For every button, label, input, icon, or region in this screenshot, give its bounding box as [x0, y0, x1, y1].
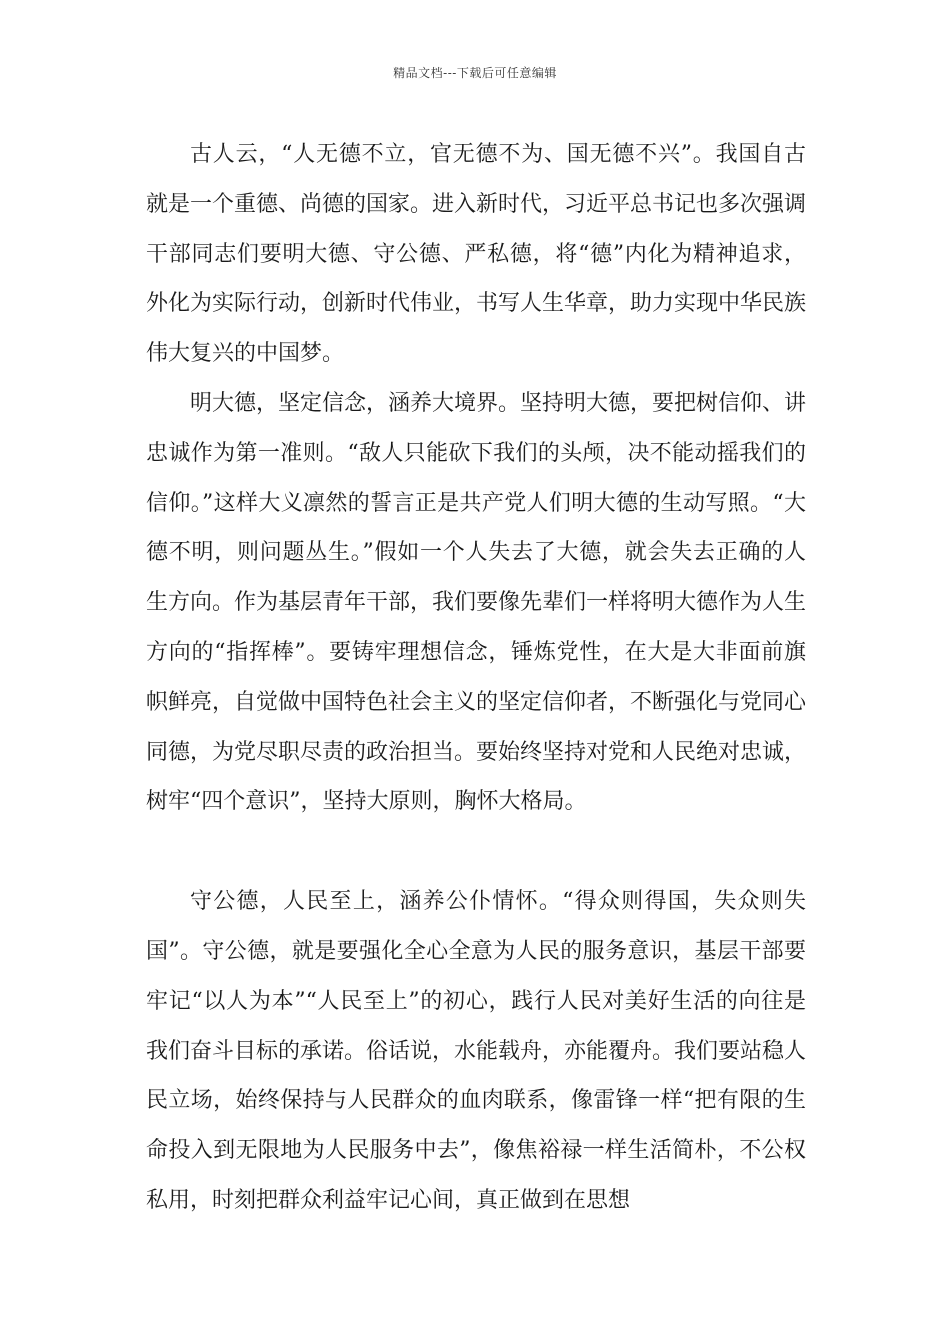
- document-body: [146, 130, 806, 1226]
- page-header: 精品文档---下载后可任意编辑: [393, 66, 557, 80]
- paragraph-intro: 古人云，“人无德不立，官无德不为、国无德不兴”。我国自古就是一个重德、尚德的国家。进入新时代，习近平总书记也多次强调干部同志们要明大德、守公德、严私德，将“德”内化为精神追求，外化为实际行动，创新时代伟业，书写人生华章，助力实现中华民族伟大复兴的中国梦。: [146, 142, 807, 367]
- paragraph-spacer: [146, 827, 806, 877]
- paragraph-ming-dade: 明大德，坚定信念，涵养大境界。坚持明大德，要把树信仰、讲忠诚作为第一准则。“敌人只能砍下我们的头颅，决不能动摇我们的信仰。”这样大义凛然的誓言正是共产党人们明大德的生动写照。“大德不明，则问题丛生。”假如一个人失去了大德，就会失去正确的人生方向。作为基层青年干部，我们要像先辈们一样将明大德作为人生方向的“指挥棒”。要铸牢理想信念，锤炼党性，在大是大非面前旗帜鲜亮，自觉做中国特色社会主义的坚定信仰者，不断强化与党同心同德，为党尽职尽责的政治担当。要始终坚持对党和人民绝对忠诚，树牢“四个意识”，坚持大原则，胸怀大格局。: [146, 390, 807, 815]
- paragraph-shou-gongde: 守公德，人民至上，涵养公仆情怀。“得众则得国，失众则失国”。守公德，就是要强化全心全意为人民的服务意识，基层干部要牢记“以人为本”“人民至上”的初心，践行人民对美好生活的向往是我们奋斗目标的承诺。俗话说，水能载舟，亦能覆舟。我们要站稳人民立场，始终保持与人民群众的血肉联系，像雷锋一样“把有限的生命投入到无限地为人民服务中去”，像焦裕禄一样生活简朴，不公权私用，时刻把群众利益牢记心间，真正做到在思想: [146, 889, 807, 1213]
